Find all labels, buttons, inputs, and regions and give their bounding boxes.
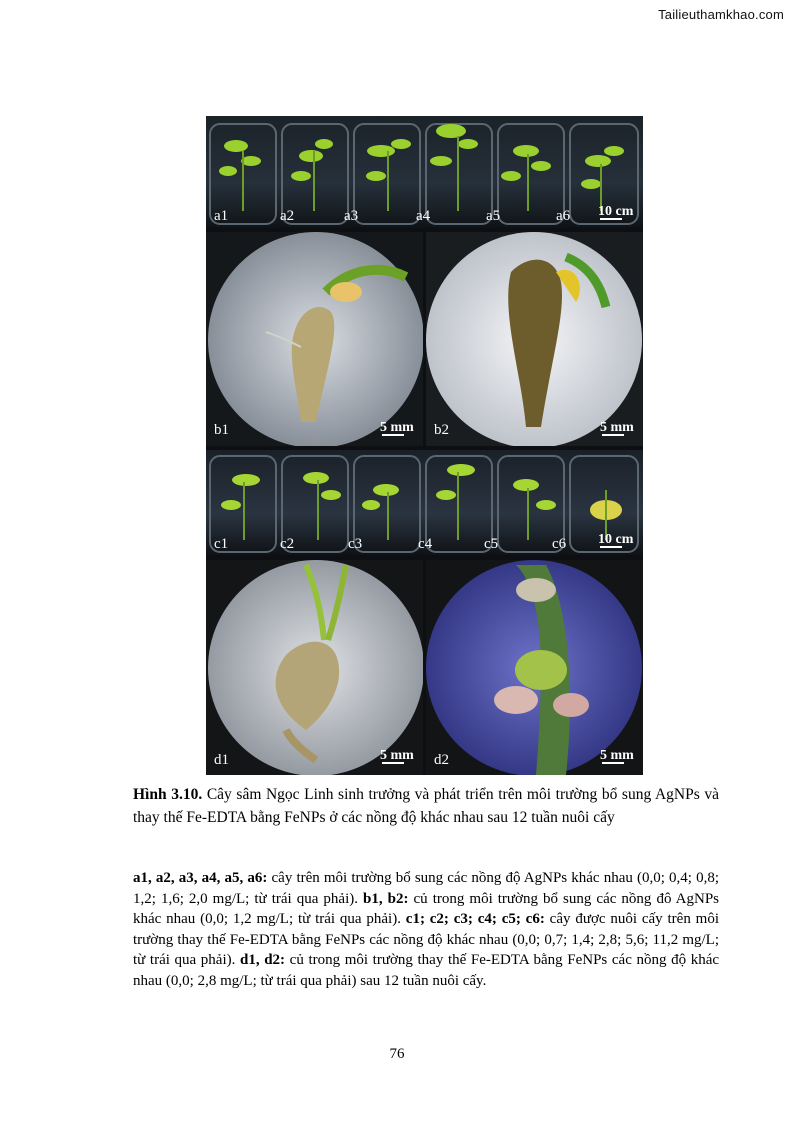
scale-bar-b1-text: 5 mm <box>380 420 414 435</box>
scale-bar-d2 <box>600 748 634 764</box>
panel-b1-illustration <box>206 232 423 446</box>
panel-label-a4: a4 <box>416 208 431 224</box>
panel-label-a3: a3 <box>344 208 359 224</box>
figure-legend <box>133 868 719 992</box>
caption-number: Hình 3.10. <box>133 786 203 803</box>
panel-b1-tuber <box>206 232 423 446</box>
legend-text-b: củ trong môi trường bổ sung các nồng đô AgNPs khác nhau (0,0; 1,2 mg/L; từ trái qua phải). <box>133 890 719 928</box>
panel-label-a2: a2 <box>280 208 295 224</box>
scale-bar-c-text: 10 cm <box>598 532 634 547</box>
panel-label-c1: c1 <box>214 536 229 552</box>
panel-label-c3: c3 <box>348 536 363 552</box>
panel-a-culture-jars <box>206 116 643 228</box>
panel-label-c2: c2 <box>280 536 295 552</box>
scale-bar-b2 <box>600 420 634 436</box>
caption-text: Cây sâm Ngọc Linh sinh trưởng và phát triển trên môi trường bổ sung AgNPs và thay thế Fe-EDTA bằng FeNPs ở các nồng độ khác nhau sau 12 tuần nuôi cấy <box>133 786 719 826</box>
scale-bar-d2-text: 5 mm <box>600 748 634 763</box>
legend-text-a: cây trên môi trường bổ sung các nồng độ AgNPs khác nhau (0,0; 0,4; 0,8; 1,2; 1,6; 2,0 mg/L; từ trái qua phải). <box>133 870 719 907</box>
legend-key-b: b1, b2: <box>363 890 409 907</box>
scale-bar-b1 <box>380 420 414 436</box>
legend-text-d: củ trong môi trường thay thế Fe-EDTA bằng FeNPs các nồng độ khác nhau (0,0; 2,8 mg/L; từ trái qua phải) sau 12 tuần nuôi cấy. <box>133 952 720 989</box>
panel-d2-tuber <box>426 560 643 775</box>
panel-label-d1: d1 <box>214 752 229 768</box>
panel-b2-illustration <box>426 232 643 446</box>
panel-d2-illustration <box>426 560 643 775</box>
legend-text-c: cây được nuôi cấy trên môi trường thay thế Fe-EDTA bằng FeNPs các nồng độ khác nhau (0,0; 0,7; 1,4; 2,8; 5,6; 11,2 mg/L; từ trái qua phải). <box>133 911 719 969</box>
figure-caption <box>133 783 719 829</box>
watermark-text: Tailieuthamkhao.com <box>658 7 784 22</box>
legend-key-c: c1; c2; c3; c4; c5; c6: <box>405 911 545 928</box>
scale-bar-b2-text: 5 mm <box>600 420 634 435</box>
panel-d1-tuber <box>206 560 423 775</box>
panel-label-a5: a5 <box>486 208 501 224</box>
legend-key-a: a1, a2, a3, a4, a5, a6: <box>133 870 268 886</box>
panel-label-b1: b1 <box>214 422 229 438</box>
panel-b2-tuber <box>426 232 643 446</box>
panel-label-c4: c4 <box>418 536 433 552</box>
scale-bar-d1 <box>380 748 414 764</box>
panel-label-b2: b2 <box>434 422 449 438</box>
panel-label-a1: a1 <box>214 208 229 224</box>
panel-label-c5: c5 <box>484 536 499 552</box>
scale-bar-d1-text: 5 mm <box>380 748 414 763</box>
page-number: 76 <box>389 1046 405 1062</box>
scale-bar-c <box>598 532 633 548</box>
panel-d1-illustration <box>206 560 423 775</box>
panel-label-a6: a6 <box>556 208 571 224</box>
panel-label-c6: c6 <box>552 536 567 552</box>
figure-3-10 <box>206 116 643 775</box>
scale-bar-a-text: 10 cm <box>598 204 634 219</box>
panel-label-d2: d2 <box>434 752 449 768</box>
legend-key-d: d1, d2: <box>240 952 286 969</box>
panel-c-culture-jars <box>206 450 643 556</box>
scale-bar-a <box>598 204 633 220</box>
